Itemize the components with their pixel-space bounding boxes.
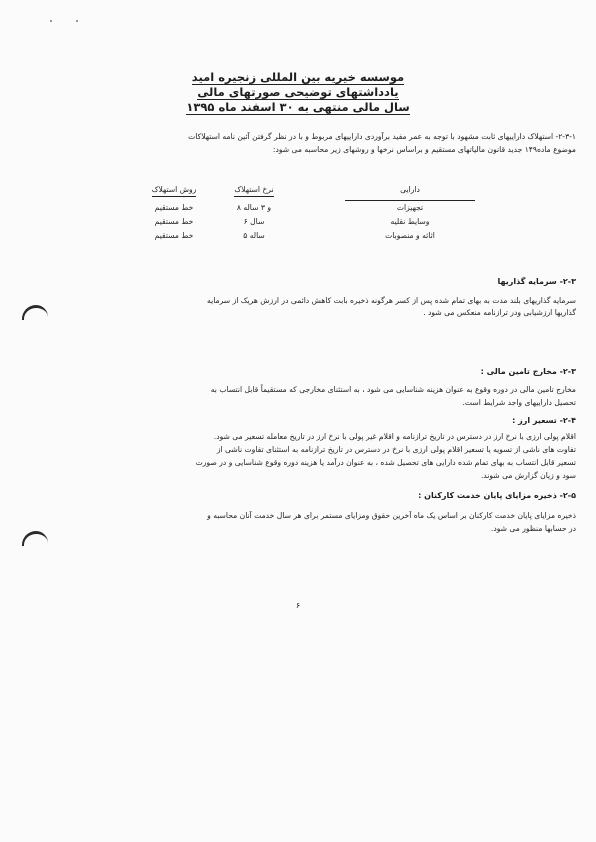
- fiscal-year-title: سال مالی منتهی به ۳۰ اسفند ماه ۱۳۹۵: [186, 100, 410, 114]
- scan-speck: [76, 20, 78, 22]
- document-subtitle: یادداشتهای توضیحی صورتهای مالی: [197, 85, 399, 99]
- table-cell-rate: ۶ سال: [243, 217, 265, 226]
- section-body-line: تسعیر قابل انتساب به بهای تمام شده دارایی های تحصیل شده ، به عنوان درآمد یا هزینه دوره وقوع شناسایی و در صورت: [195, 458, 576, 467]
- table-cell-method: خط مستقیم: [154, 231, 194, 240]
- table-cell-asset: وسایط نقلیه: [390, 217, 430, 226]
- section-body-line: گذاریها ارزشیابی ودر ترازنامه منعکس می شود .: [423, 308, 576, 317]
- depreciation-paragraph-line: موضوع ماده۱۴۹ جدید قانون مالیاتهای مستقیم و براساس نرخها و روشهای زیر محاسبه می شود:: [272, 145, 576, 154]
- section-heading-financing-costs: ۲-۳- مخارج تامین مالی :: [480, 367, 576, 376]
- table-header-method: روش استهلاک: [138, 185, 210, 194]
- section-number: ۲-۳-۱-: [555, 132, 576, 141]
- punch-hole-mark: [22, 305, 48, 320]
- table-cell-method: خط مستقیم: [154, 203, 194, 212]
- section-body-line: در حسابها منظور می شود.: [490, 524, 576, 533]
- table-header-rate: نرخ استهلاک: [218, 185, 290, 194]
- table-header-rule: [345, 200, 475, 201]
- section-body-line: اقلام پولی ارزی با نرخ ارز در دسترس در تاریخ ترازنامه و اقلام غیر پولی با نرخ ارز در تاریخ معامله تسعیر می شود.: [213, 432, 576, 441]
- table-header-asset: دارایی: [400, 185, 420, 194]
- section-heading-foreign-exchange: ۲-۴- تسعیر ارز :: [512, 416, 576, 425]
- section-heading-end-of-service-benefits: ۲-۵- ذخیره مزایای پایان خدمت کارکنان :: [418, 491, 576, 500]
- table-cell-asset: تجهیزات: [396, 203, 424, 212]
- table-cell-method: خط مستقیم: [154, 217, 194, 226]
- table-cell-asset: اثاثه و منصوبات: [385, 231, 435, 240]
- table-cell-rate: ۵ ساله: [243, 231, 265, 240]
- section-body-line: تفاوت های ناشی از تسویه یا تسعیر اقلام پولی ارزی با نرخ در دسترس در تاریخ ترازنامه به استثنای تفاوت ناشی از: [216, 445, 576, 454]
- section-body-line: ذخیره مزایای پایان خدمت کارکنان بر اساس یک ماه آخرین حقوق ومزایای مستمر برای هر سال خدمت آنان محاسبه و: [207, 511, 576, 520]
- section-body-line: مخارج تامین مالی در دوره وقوع به عنوان هزینه شناسایی می شود ، به استثنای مخارجی که مستقیماً قابل انتساب به: [210, 385, 576, 394]
- punch-hole-mark: [22, 531, 48, 546]
- depreciation-paragraph-line: ۲-۳-۱- استهلاک داراییهای ثابت مشهود با توجه به عمر مفید برآوردی داراییهای مربوط و با در نظر گرفتن آئین نامه استهلاکات: [188, 132, 576, 141]
- organization-title: موسسه خیریه بین المللی زنجیره امید: [191, 70, 405, 84]
- table-cell-rate: ۸ و ۳ ساله: [236, 203, 272, 212]
- scan-speck: [50, 20, 52, 22]
- section-body-line: سرمایه گذاریهای بلند مدت به بهای تمام شده پس از کسر هرگونه ذخیره بابت کاهش دائمی در ارزش هریک از سرمایه: [207, 296, 576, 305]
- section-heading-investments: ۲-۳- سرمایه گذاریها: [497, 277, 576, 286]
- page-number: ۶: [295, 601, 301, 610]
- section-body-line: تحصیل داراییهای واجد شرایط است.: [462, 398, 576, 407]
- section-body-line: سود و زیان گزارش می شوند.: [480, 471, 576, 480]
